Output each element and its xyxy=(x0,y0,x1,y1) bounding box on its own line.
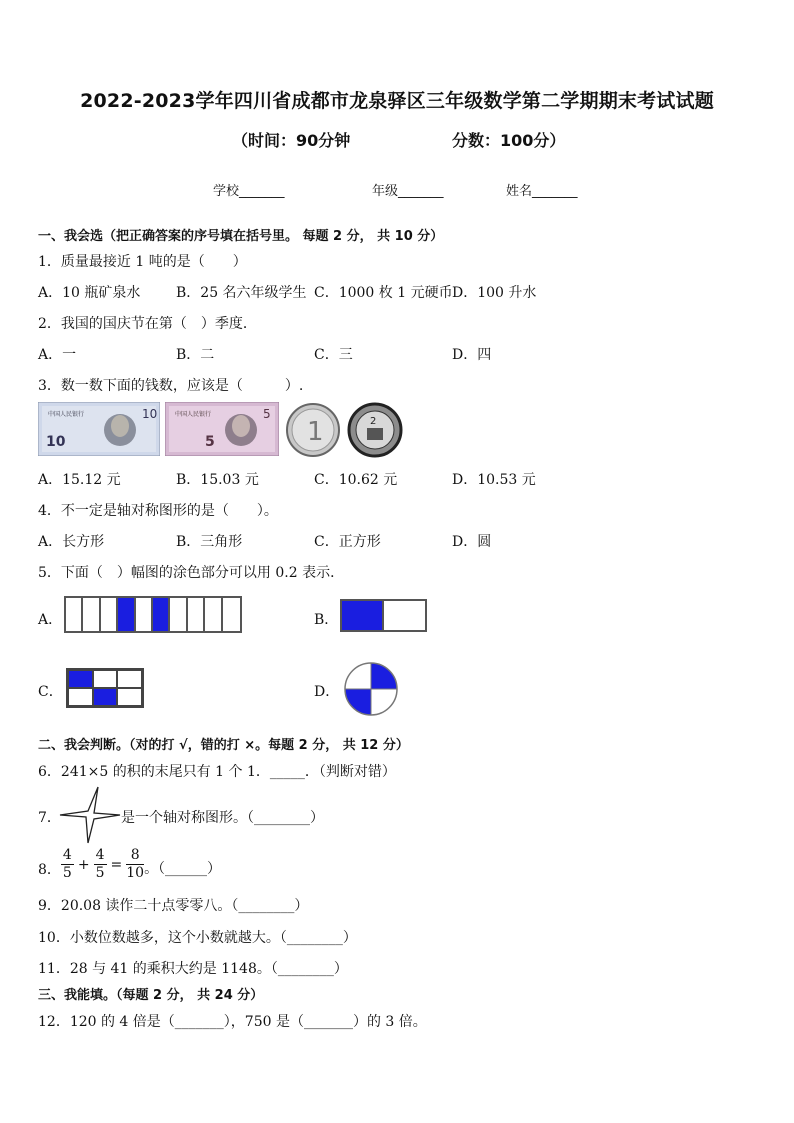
q4-option-a: A．长方形 xyxy=(38,534,105,550)
note5-value: 5 xyxy=(205,434,215,450)
strip-cell xyxy=(205,598,222,631)
q7-text: 是一个轴对称图形。（________） xyxy=(121,810,324,826)
page-title: 2022-2023学年四川省成都市龙泉驿区三年级数学第二学期期末考试试题 xyxy=(80,90,714,112)
q8-frac2-denominator: 5 xyxy=(95,865,105,881)
q6-text: 6．241×5 的积的末尾只有 1 个 1．_____．（判断对错） xyxy=(38,764,396,780)
q1-option-d: D．100 升水 xyxy=(452,285,537,301)
strip-cell xyxy=(170,598,187,631)
name-field: 姓名_______ xyxy=(506,184,578,199)
q1-option-b: B．25 名六年级学生 xyxy=(176,285,307,301)
ten-yuan-banknote-image xyxy=(38,402,160,456)
q8-plus-sign: + xyxy=(77,856,90,873)
strip-cell xyxy=(83,598,100,631)
q10-text: 10．小数位数越多，这个小数就越大。（________） xyxy=(38,930,357,946)
bank-label: 中国人民银行 xyxy=(175,411,212,418)
q8-suffix: 。（______） xyxy=(144,860,222,877)
q5-figure-b-strip xyxy=(340,599,427,632)
section1-heading: 一、我会选（把正确答案的序号填在括号里。 每题 2 分， 共 10 分） xyxy=(38,229,444,244)
q8-number: 8． xyxy=(38,861,61,878)
q8-fraction-1 xyxy=(61,847,74,882)
q5-label-c: C． xyxy=(38,684,63,700)
coin1-value: 1 xyxy=(307,417,324,447)
q3-option-d: D．10.53 元 xyxy=(452,472,536,488)
q4-option-d: D．圆 xyxy=(452,534,492,550)
q4-stem: 4．不一定是轴对称图形的是（ ）。 xyxy=(38,503,278,519)
q5-label-b: B． xyxy=(314,612,339,628)
q7-star-shape-figure xyxy=(58,785,122,845)
q3-stem: 3．数一数下面的钱数，应该是（ ）. xyxy=(38,378,304,394)
q8-fraction-3 xyxy=(126,847,144,882)
q1-option-a: A．10 瓶矿泉水 xyxy=(38,285,141,301)
q5-figure-a-strip xyxy=(64,596,242,633)
q12-text: 12．120 的 4 倍是（_______），750 是（_______）的 3 倍。 xyxy=(38,1014,427,1030)
one-yuan-coin-image xyxy=(285,402,341,458)
q2-option-c: C．三 xyxy=(314,347,353,363)
note10-value: 10 xyxy=(46,434,66,450)
q11-text: 11．28 与 41 的乘积大约是 1148。（________） xyxy=(38,961,348,977)
strip-cell xyxy=(118,598,135,631)
q8-equals-sign: = xyxy=(110,856,123,873)
q8-frac3-numerator: 8 xyxy=(126,847,144,865)
strip-cell xyxy=(101,598,118,631)
school-field: 学校_______ xyxy=(213,184,285,199)
q2-option-b: B．二 xyxy=(176,347,215,363)
q3-option-a: A．15.12 元 xyxy=(38,472,121,488)
q7-number: 7． xyxy=(38,810,61,826)
strip-cell xyxy=(153,598,170,631)
section2-heading: 二、我会判断。（对的打 √，错的打 ×。每题 2 分， 共 12 分） xyxy=(38,738,409,753)
q5-stem: 5．下面（ ）幅图的涂色部分可以用 0.2 表示． xyxy=(38,565,345,581)
q8-line xyxy=(38,847,221,882)
q5-label-a: A． xyxy=(38,612,63,628)
strip-cell xyxy=(188,598,205,631)
strip-cell xyxy=(136,598,153,631)
q5-label-d: D． xyxy=(314,684,340,700)
q9-text: 9．20.08 读作二十点零零八。（________） xyxy=(38,898,309,914)
q8-frac1-numerator: 4 xyxy=(62,847,72,863)
q1-option-c: C．1000 枚 1 元硬币 xyxy=(314,285,453,301)
q5-figure-d-circle xyxy=(344,661,398,717)
section3-heading: 三、我能填。（每题 2 分， 共 24 分） xyxy=(38,988,264,1003)
strip-cell xyxy=(66,598,83,631)
q3-option-c: C．10.62 元 xyxy=(314,472,398,488)
q8-frac2-numerator: 4 xyxy=(95,847,105,863)
q2-option-a: A．一 xyxy=(38,347,77,363)
note10-corner: 10 xyxy=(142,407,158,421)
strip-cell xyxy=(223,598,240,631)
two-fen-coin-image xyxy=(347,402,403,458)
q4-option-b: B．三角形 xyxy=(176,534,243,550)
q3-option-b: B．15.03 元 xyxy=(176,472,259,488)
q8-fraction-2 xyxy=(94,847,107,882)
five-yuan-banknote-image xyxy=(165,402,279,456)
q5-figure-c-grid xyxy=(66,668,144,708)
grade-field: 年级_______ xyxy=(372,184,444,199)
exam-time: （时间：90分钟 xyxy=(232,131,351,150)
q8-frac3-denominator: 10 xyxy=(126,865,145,881)
bank-label: 中国人民银行 xyxy=(48,411,85,418)
coin2-value: 2 xyxy=(370,416,377,427)
exam-score: 分数：100分） xyxy=(452,131,566,150)
q1-stem: 1．质量最接近 1 吨的是（ ） xyxy=(38,254,247,270)
q8-frac1-denominator: 5 xyxy=(62,865,72,881)
q4-option-c: C．正方形 xyxy=(314,534,381,550)
q2-option-d: D．四 xyxy=(452,347,492,363)
q2-stem: 2．我国的国庆节在第（ ）季度． xyxy=(38,316,257,332)
note5-corner: 5 xyxy=(263,407,271,421)
